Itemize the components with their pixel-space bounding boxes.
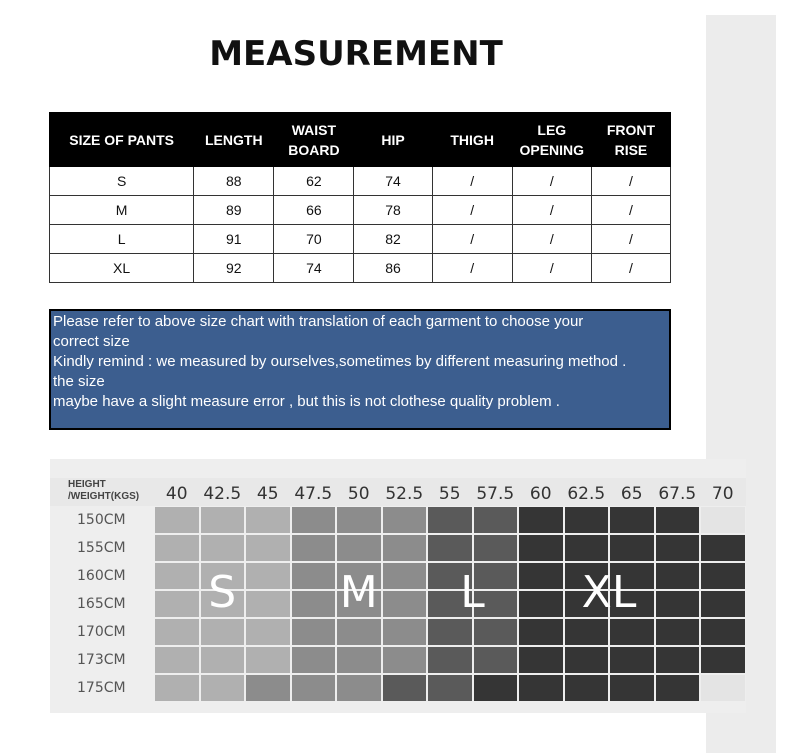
- grid-cell: [656, 675, 700, 701]
- grid-cell: [383, 647, 427, 673]
- table-cell: M: [50, 196, 194, 225]
- size-zone-label: M: [339, 567, 378, 618]
- grid-cell: [383, 507, 427, 533]
- grid-cell: [337, 675, 381, 701]
- table-cell: /: [591, 196, 670, 225]
- height-label: 173CM: [77, 652, 126, 668]
- grid-axis-label: [68, 479, 139, 503]
- weight-label: 62.5: [567, 484, 606, 504]
- grid-cell: [201, 675, 245, 701]
- grid-cell: [428, 507, 472, 533]
- grid-cell: [155, 619, 199, 645]
- grid-cell: [155, 675, 199, 701]
- height-label: 150CM: [77, 512, 126, 528]
- grid-axis-label-weight: /WEIGHT(KGS): [68, 491, 140, 502]
- grid-cell: [519, 507, 563, 533]
- grid-cell: [155, 647, 199, 673]
- note-line: maybe have a slight measure error , but this is not clothese quality problem .: [53, 393, 560, 410]
- grid-cell: [701, 647, 745, 673]
- grid-cell: [519, 535, 563, 561]
- table-cell: L: [50, 225, 194, 254]
- grid-cell: [610, 535, 654, 561]
- grid-cell: [337, 619, 381, 645]
- grid-cell: [656, 619, 700, 645]
- table-cell: 91: [194, 225, 274, 254]
- grid-cell: [428, 647, 472, 673]
- header-leg-opening: LEG OPENING: [512, 113, 591, 167]
- table-cell: /: [432, 225, 512, 254]
- grid-cell: [246, 675, 290, 701]
- table-row: [50, 167, 671, 196]
- height-label: 155CM: [77, 540, 126, 556]
- grid-cell: [701, 507, 745, 533]
- weight-label: 60: [529, 484, 552, 504]
- grid-cell: [246, 647, 290, 673]
- table-cell: 92: [194, 254, 274, 283]
- grid-cell: [474, 647, 518, 673]
- size-zone-label: XL: [581, 567, 637, 618]
- weight-label: 47.5: [294, 484, 333, 504]
- grid-cell: [246, 507, 290, 533]
- grid-cell: [292, 507, 336, 533]
- header-length: LENGTH: [194, 113, 274, 167]
- size-note-box: [49, 309, 671, 430]
- grid-cell: [565, 647, 609, 673]
- size-table: [49, 112, 671, 283]
- grid-cell: [246, 619, 290, 645]
- grid-cell: [428, 535, 472, 561]
- table-cell: /: [512, 254, 591, 283]
- weight-label: 42.5: [203, 484, 242, 504]
- table-cell: /: [512, 167, 591, 196]
- grid-cell: [610, 619, 654, 645]
- grid-cell: [656, 647, 700, 673]
- table-cell: 70: [274, 225, 354, 254]
- grid-cell: [428, 619, 472, 645]
- table-row: [50, 225, 671, 254]
- grid-cell: [292, 535, 336, 561]
- size-zone-label: L: [460, 567, 485, 618]
- table-cell: /: [512, 225, 591, 254]
- grid-cell: [292, 647, 336, 673]
- table-cell: 82: [354, 225, 432, 254]
- grid-cell: [383, 675, 427, 701]
- weight-label: 50: [347, 484, 370, 504]
- grid-cell: [656, 507, 700, 533]
- weight-label: 65: [620, 484, 643, 504]
- grid-cell: [292, 675, 336, 701]
- grid-cell: [610, 675, 654, 701]
- grid-cell: [474, 619, 518, 645]
- grid-cell: [428, 675, 472, 701]
- grid-cell: [292, 619, 336, 645]
- table-cell: 89: [194, 196, 274, 225]
- table-cell: 78: [354, 196, 432, 225]
- weight-label: 57.5: [476, 484, 515, 504]
- height-label: 165CM: [77, 596, 126, 612]
- table-cell: /: [512, 196, 591, 225]
- grid-cell: [155, 507, 199, 533]
- table-cell: 88: [194, 167, 274, 196]
- grid-cell: [565, 507, 609, 533]
- note-line: Kindly remind : we measured by ourselves,sometimes by different measuring method .: [53, 353, 627, 370]
- weight-label: 45: [256, 484, 279, 504]
- size-zone-label: S: [208, 567, 237, 618]
- grid-cell: [565, 675, 609, 701]
- header-thigh: THIGH: [432, 113, 512, 167]
- table-row: [50, 254, 671, 283]
- grid-cell: [610, 647, 654, 673]
- grid-cell: [383, 619, 427, 645]
- grid-cell: [201, 507, 245, 533]
- note-line: the size: [53, 373, 105, 390]
- grid-cell: [519, 619, 563, 645]
- grid-cell: [337, 647, 381, 673]
- grid-cell: [565, 535, 609, 561]
- height-label: 175CM: [77, 680, 126, 696]
- grid-axis-label-height: HEIGHT: [68, 479, 106, 490]
- grid-cell: [383, 535, 427, 561]
- weight-label: 40: [165, 484, 188, 504]
- height-weight-size-grid: [50, 459, 746, 713]
- weight-label: 67.5: [658, 484, 697, 504]
- grid-cell: [519, 675, 563, 701]
- header-waist-board: WAIST BOARD: [274, 113, 354, 167]
- table-cell: 66: [274, 196, 354, 225]
- grid-cell: [474, 535, 518, 561]
- table-cell: XL: [50, 254, 194, 283]
- note-line: correct size: [53, 333, 130, 350]
- grid-cell: [701, 619, 745, 645]
- grid-cell: [519, 647, 563, 673]
- grid-cell: [246, 535, 290, 561]
- grid-cell: [201, 647, 245, 673]
- height-label: 160CM: [77, 568, 126, 584]
- table-cell: 74: [354, 167, 432, 196]
- grid-cell: [701, 675, 745, 701]
- table-cell: /: [432, 196, 512, 225]
- table-cell: /: [591, 225, 670, 254]
- weight-label: 70: [711, 484, 734, 504]
- grid-cell: [701, 563, 745, 589]
- table-cell: 74: [274, 254, 354, 283]
- height-label: 170CM: [77, 624, 126, 640]
- grid-cell: [201, 535, 245, 561]
- table-cell: S: [50, 167, 194, 196]
- table-cell: /: [591, 254, 670, 283]
- table-cell: /: [432, 254, 512, 283]
- grid-cell: [155, 535, 199, 561]
- table-cell: /: [432, 167, 512, 196]
- table-row: [50, 196, 671, 225]
- grid-cell: [701, 535, 745, 561]
- page-title: MEASUREMENT: [209, 34, 503, 74]
- grid-cell: [337, 535, 381, 561]
- note-line: Please refer to above size chart with translation of each garment to choose your: [53, 313, 584, 330]
- grid-cell: [201, 619, 245, 645]
- header-size: SIZE OF PANTS: [50, 113, 194, 167]
- grid-cell: [701, 591, 745, 617]
- header-front-rise: FRONT RISE: [591, 113, 670, 167]
- grid-cell: [565, 619, 609, 645]
- table-cell: 62: [274, 167, 354, 196]
- grid-cell: [337, 507, 381, 533]
- grid-cell: [474, 675, 518, 701]
- grid-cell: [610, 507, 654, 533]
- grid-cell: [656, 535, 700, 561]
- weight-label: 55: [438, 484, 461, 504]
- grid-cell: [474, 507, 518, 533]
- weight-label: 52.5: [385, 484, 424, 504]
- table-header-row: [50, 113, 671, 167]
- header-hip: HIP: [354, 113, 432, 167]
- table-cell: /: [591, 167, 670, 196]
- table-cell: 86: [354, 254, 432, 283]
